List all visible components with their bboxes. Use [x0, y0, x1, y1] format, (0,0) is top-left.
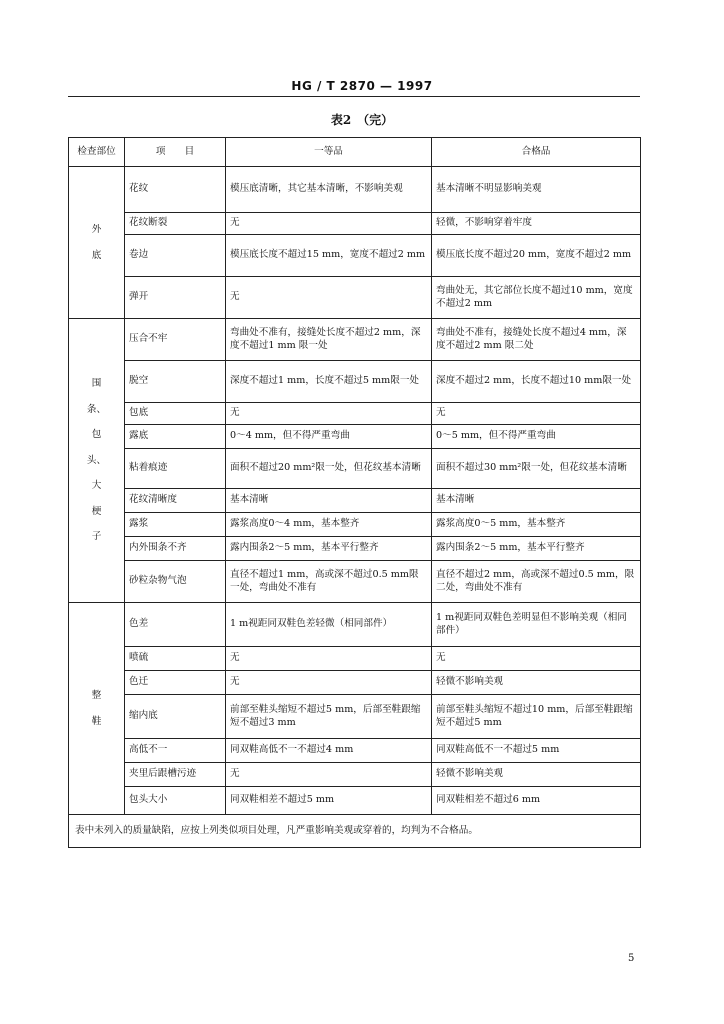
qualified-cell: 直径不超过2 mm，高或深不超过0.5 mm，限二处，弯曲处不准有 [432, 561, 641, 603]
item-cell: 花纹 [125, 167, 226, 213]
item-cell: 砂粒杂物气泡 [125, 561, 226, 603]
qualified-cell: 面积不超过30 mm²限一处，但花纹基本清晰 [432, 449, 641, 489]
inspection-part-label: 底 [91, 249, 102, 261]
table-row [69, 361, 641, 403]
item-cell: 包底 [125, 403, 226, 425]
item-cell: 花纹断裂 [125, 213, 226, 235]
qualified-cell: 0～5 mm，但不得严重弯曲 [432, 425, 641, 449]
table-row [69, 235, 641, 277]
first-grade-cell: 面积不超过20 mm²限一处，但花纹基本清晰 [226, 449, 432, 489]
inspection-part-label: 大 [91, 480, 102, 492]
first-grade-cell: 1 m视距同双鞋色差轻微（相同部件） [226, 603, 432, 647]
qualified-cell: 轻微不影响美观 [432, 763, 641, 787]
table-row [69, 647, 641, 671]
first-grade-cell: 前部至鞋头缩短不超过5 mm，后部至鞋跟缩短不超过3 mm [226, 695, 432, 739]
qualified-cell: 轻微不影响美观 [432, 671, 641, 695]
qualified-cell: 模压底长度不超过20 mm，宽度不超过2 mm [432, 235, 641, 277]
inspection-part-label: 鞋 [91, 715, 102, 727]
qualified-cell: 基本清晰不明显影响美观 [432, 167, 641, 213]
table-title: 表2 （完） [330, 113, 394, 127]
table-row [69, 695, 641, 739]
qualified-cell: 同双鞋相差不超过6 mm [432, 787, 641, 815]
note-row [69, 815, 641, 848]
table-row [69, 319, 641, 361]
qualified-cell: 弯曲处无，其它部位长度不超过10 mm，宽度不超过2 mm [432, 277, 641, 319]
inspection-part-label: 条、 [86, 403, 107, 415]
table-footnote: 表中未列入的质量缺陷，应按上列类似项目处理，凡严重影响美观或穿着的，均判为不合格品。 [69, 815, 641, 848]
inspection-part-label: 梗 [91, 505, 102, 517]
first-grade-cell: 无 [226, 647, 432, 671]
table-header-row [69, 138, 641, 167]
first-grade-cell: 露内围条2～5 mm，基本平行整齐 [226, 537, 432, 561]
table-row [69, 425, 641, 449]
qualified-cell: 无 [432, 403, 641, 425]
table-row [69, 213, 641, 235]
inspection-part-label: 围 [91, 378, 102, 390]
qualified-cell: 无 [432, 647, 641, 671]
table-row [69, 449, 641, 489]
table-row [69, 537, 641, 561]
item-cell: 色迁 [125, 671, 226, 695]
qualified-cell: 露浆高度0～5 mm，基本整齐 [432, 513, 641, 537]
first-grade-cell: 基本清晰 [226, 489, 432, 513]
item-cell: 缩内底 [125, 695, 226, 739]
qualified-cell: 同双鞋高低不一不超过5 mm [432, 739, 641, 763]
table-body [69, 167, 641, 815]
header-rule [68, 96, 640, 97]
quality-spec-table [68, 137, 641, 848]
item-cell: 脱空 [125, 361, 226, 403]
first-grade-cell: 弯曲处不准有，接缝处长度不超过2 mm，深度不超过1 mm 限一处 [226, 319, 432, 361]
table-row [69, 603, 641, 647]
first-grade-cell: 露浆高度0～4 mm，基本整齐 [226, 513, 432, 537]
item-cell: 露浆 [125, 513, 226, 537]
inspection-part-cell [69, 167, 125, 319]
first-grade-cell: 无 [226, 277, 432, 319]
first-grade-cell: 无 [226, 213, 432, 235]
column-header-inspection-part: 检查部位 [69, 138, 125, 167]
table-row [69, 739, 641, 763]
inspection-part-label: 子 [91, 531, 102, 543]
table-row [69, 561, 641, 603]
item-cell: 弹开 [125, 277, 226, 319]
first-grade-cell: 模压底长度不超过15 mm，宽度不超过2 mm [226, 235, 432, 277]
page-number: 5 [628, 953, 635, 964]
table-row [69, 763, 641, 787]
item-cell: 包头大小 [125, 787, 226, 815]
first-grade-cell: 同双鞋高低不一不超过4 mm [226, 739, 432, 763]
item-cell: 露底 [125, 425, 226, 449]
inspection-part-cell [69, 319, 125, 603]
column-header-first-grade: 一等品 [226, 138, 432, 167]
item-cell: 卷边 [125, 235, 226, 277]
first-grade-cell: 同双鞋相差不超过5 mm [226, 787, 432, 815]
first-grade-cell: 无 [226, 671, 432, 695]
inspection-part-label: 包 [91, 429, 102, 441]
item-cell: 粘着痕迹 [125, 449, 226, 489]
qualified-cell: 前部至鞋头缩短不超过10 mm，后部至鞋跟缩短不超过5 mm [432, 695, 641, 739]
table-row [69, 167, 641, 213]
item-cell: 喷硫 [125, 647, 226, 671]
item-cell: 色差 [125, 603, 226, 647]
standard-code-header: HG / T 2870 — 1997 [291, 79, 433, 93]
qualified-cell: 基本清晰 [432, 489, 641, 513]
table-row [69, 489, 641, 513]
item-cell: 内外围条不齐 [125, 537, 226, 561]
qualified-cell: 1 m视距同双鞋色差明显但不影响美观（相同部件） [432, 603, 641, 647]
qualified-cell: 弯曲处不准有，接缝处长度不超过4 mm，深度不超过2 mm 限二处 [432, 319, 641, 361]
table-row [69, 787, 641, 815]
item-cell: 花纹清晰度 [125, 489, 226, 513]
first-grade-cell: 模压底清晰，其它基本清晰，不影响美观 [226, 167, 432, 213]
inspection-part-cell [69, 603, 125, 815]
inspection-part-label: 整 [91, 690, 102, 701]
table-row [69, 277, 641, 319]
table-row [69, 403, 641, 425]
item-cell: 压合不牢 [125, 319, 226, 361]
first-grade-cell: 直径不超过1 mm，高或深不超过0.5 mm限一处，弯曲处不准有 [226, 561, 432, 603]
table-row [69, 671, 641, 695]
first-grade-cell: 深度不超过1 mm，长度不超过5 mm限一处 [226, 361, 432, 403]
table-row [69, 513, 641, 537]
item-cell: 高低不一 [125, 739, 226, 763]
qualified-cell: 露内围条2～5 mm，基本平行整齐 [432, 537, 641, 561]
column-header-qualified: 合格品 [432, 138, 641, 167]
qualified-cell: 深度不超过2 mm，长度不超过10 mm限一处 [432, 361, 641, 403]
inspection-part-label: 头、 [86, 454, 107, 466]
first-grade-cell: 0～4 mm，但不得严重弯曲 [226, 425, 432, 449]
first-grade-cell: 无 [226, 403, 432, 425]
column-header-item: 项 目 [125, 138, 226, 167]
item-cell: 夹里后跟槽污迹 [125, 763, 226, 787]
inspection-part-label: 外 [91, 224, 102, 235]
first-grade-cell: 无 [226, 763, 432, 787]
qualified-cell: 轻微，不影响穿着牢度 [432, 213, 641, 235]
